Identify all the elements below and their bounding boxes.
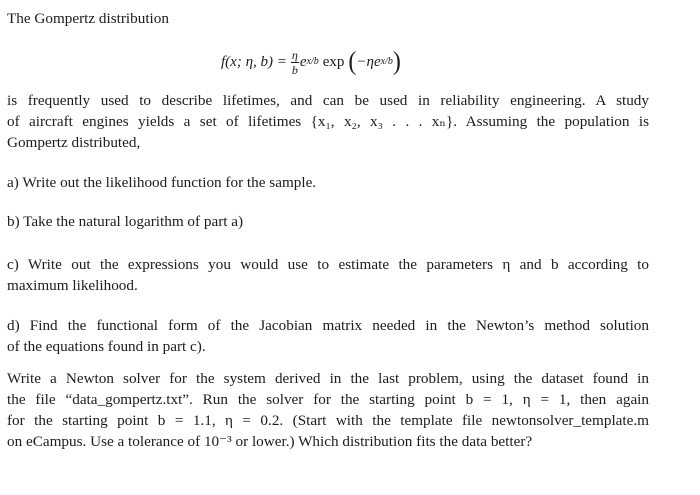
intro-line-3: Gompertz distributed, xyxy=(7,134,141,151)
document-title: The Gompertz distribution xyxy=(7,10,169,27)
part-b-text: b) Take the natural logarithm of part a) xyxy=(7,213,244,230)
part-a-question xyxy=(7,172,649,193)
part-b-question xyxy=(7,211,649,232)
intro-line-1: is frequently used to describe lifetimes, and can be used in reliability engineering. A study xyxy=(7,92,649,109)
formula-fraction-denominator: b xyxy=(291,62,298,77)
intro-paragraph xyxy=(7,90,649,153)
intro-line-2: of aircraft engines yields a set of lifetimes {x₁, x₂, x₃ . . . xₙ}. Assuming the population is xyxy=(7,113,649,130)
part-a-text: a) Write out the likelihood function for the sample. xyxy=(7,174,317,191)
formula-left-paren: ( xyxy=(348,47,357,77)
part-d-line-1: d) Find the functional form of the Jacobian matrix needed in the Newton’s method solution xyxy=(7,317,649,334)
solver-line-4: on eCampus. Use a tolerance of 10⁻³ or lower.) Which distribution fits the data better? xyxy=(7,433,533,450)
formula-fraction-numerator: η xyxy=(291,47,298,62)
formula-right-paren: ) xyxy=(392,47,401,77)
part-c-line-2: maximum likelihood. xyxy=(7,277,138,294)
solver-line-1: Write a Newton solver for the system derived in the last problem, using the dataset found in xyxy=(7,370,649,387)
part-c-question xyxy=(7,254,649,296)
formula-e: e xyxy=(299,53,307,70)
solver-line-2: the file “data_gompertz.txt”. Run the solver for the starting point b = 1, η = 1, then again xyxy=(7,391,649,408)
formula-lhs: f(x; η, b) = xyxy=(221,53,287,70)
part-c-line-1: c) Write out the expressions you would use to estimate the parameters η and b according to xyxy=(7,256,649,273)
gompertz-pdf-formula: f(x; η, b) = $\frac{\eta}{b}$ e x/b exp ( −ηe x/b ) xyxy=(221,47,401,77)
part-d-line-2: of the equations found in part c). xyxy=(7,338,206,355)
formula-exp: exp xyxy=(322,53,345,70)
solver-paragraph xyxy=(7,368,649,452)
formula-fraction xyxy=(291,49,299,76)
part-d-question xyxy=(7,315,649,357)
solver-line-3: for the starting point b = 1.1, η = 0.2. (Start with the template file newtonsolver_template.m xyxy=(7,412,649,429)
formula-inner: −ηe xyxy=(356,53,381,70)
